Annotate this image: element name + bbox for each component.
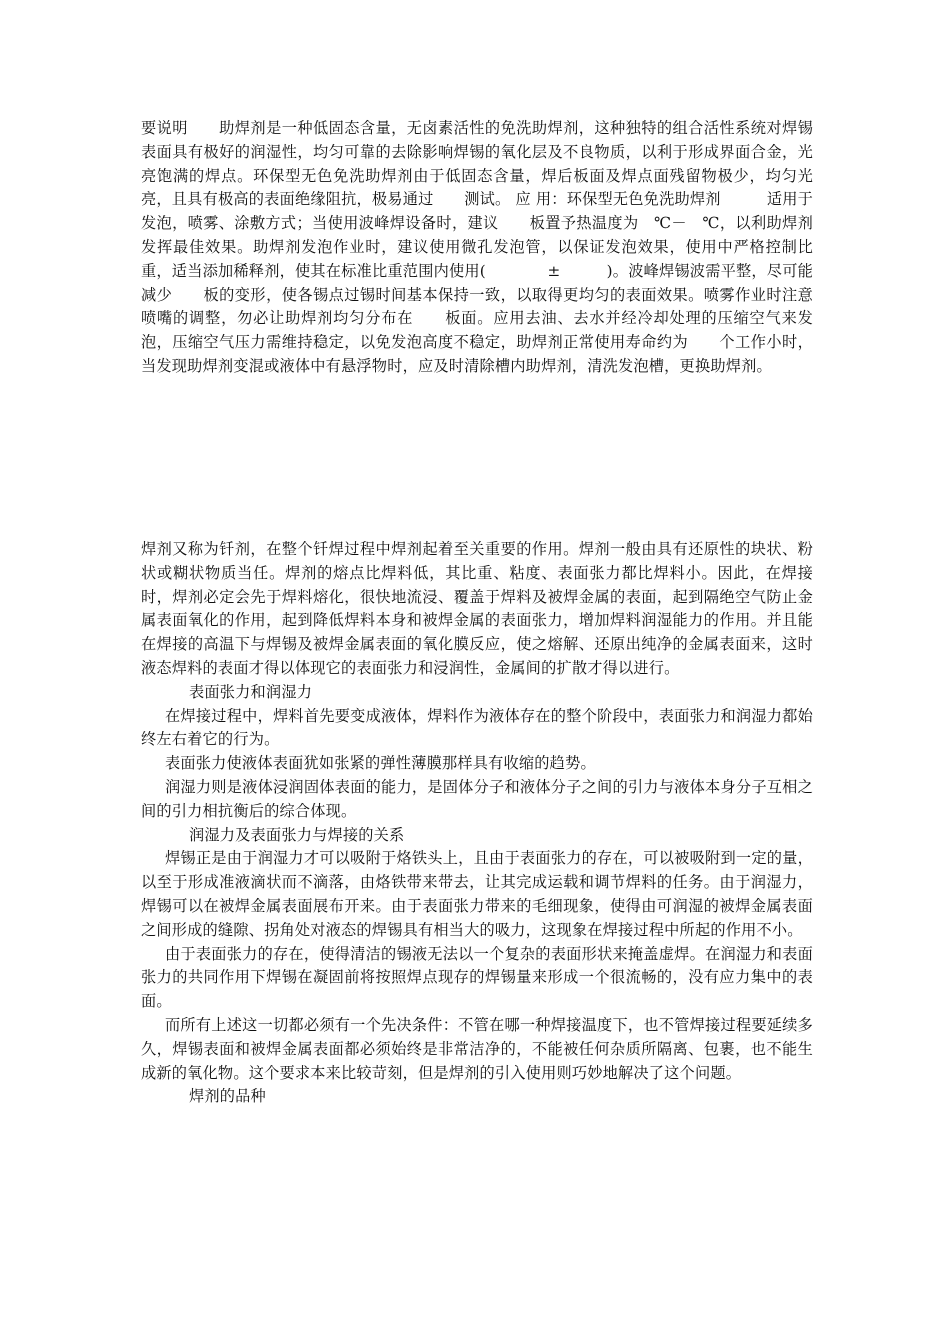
paragraph-false-soldering: 由于表面张力的存在，使得清洁的锡液无法以一个复杂的表面形状来掩盖虚焊。在润湿力和表面张力的共同作用下焊锡在凝固前将按照焊点现存的焊锡量来形成一个很流畅的，没有应力集中的表面。: [141, 944, 813, 1011]
flux-description-paragraph: 要说明 助焊剂是一种低固态含量，无卤素活性的免洗助焊剂，这种独特的组合活性系统对焊锡表面具有极好的润湿性，均匀可靠的去除影响焊锡的氧化层及不良物质，以利于形成界面合金，光亮饱满的焊点。环保型无色免洗助焊剂由于低固态含量，焊后板面及焊点面残留物极少，均匀光亮，且具有极高的表面绝缘阻抗，极易通过 测试。 应 用：环保型无色免洗助焊剂 适用于发泡，喷雾、涂敷方式；当使用波峰焊设备时，建议 板置予热温度为 ℃－ ℃，以利助焊剂发挥最佳效果。助焊剂发泡作业时，建议使用微孔发泡管，以保证发泡效果，使用中严格控制比重，适当添加稀释剂，使其在标准比重范围内使用( ± )。波峰焊锡波需平整，尽可能减少 板的变形，使各锡点过锡时间基本保持一致，以取得更均匀的表面效果。喷雾作业时注意喷嘴的调整，勿必让助焊剂均匀分布在 板面。应用去油、去水并经冷却处理的压缩空气来发泡，压缩空气压力需维持稳定，以免发泡高度不稳定，助焊剂正常使用寿命约为 个工作小时，当发现助焊剂变混或液体中有悬浮物时，应及时清除槽内助焊剂，清洗发泡槽，更换助焊剂。: [141, 119, 813, 375]
paragraph-solder-adsorption: 焊锡正是由于润湿力才可以吸附于烙铁头上，且由于表面张力的存在，可以被吸附到一定的量，以至于形成准液滴状而不滴落，由烙铁带来带去，让其完成运载和调节焊料的任务。由于润湿力，焊锡可以在被焊金属表面展布开来。由于表面张力带来的毛细现象，使得由可润湿的被焊金属表面之间形成的缝隙、拐角处对液态的焊锡具有相当大的吸力，这现象在焊接过程中所起的作用不小。: [141, 849, 813, 939]
flux-overview-section: [141, 538, 813, 1109]
flux-description-section: [141, 117, 813, 379]
heading-relation-to-welding: 润湿力及表面张力与焊接的关系: [189, 825, 405, 844]
heading-surface-tension-wetting: 表面张力和润湿力: [189, 682, 313, 701]
paragraph-surface-tension: 表面张力使液体表面犹如张紧的弹性薄膜那样具有收缩的趋势。: [165, 754, 596, 773]
paragraph-wetting-force: 润湿力则是液体浸润固体表面的能力，是固体分子和液体分子之间的引力与液体本身分子互相之间的引力相抗衡后的综合体现。: [141, 777, 813, 820]
flux-intro-paragraph: 焊剂又称为钎剂，在整个钎焊过程中焊剂起着至关重要的作用。焊剂一般由具有还原性的块状、粉状或糊状物质当任。焊剂的熔点比焊料低，其比重、粘度、表面张力都比焊料小。因此，在焊接时，焊剂必定会先于焊料熔化，很快地流浸、覆盖于焊料及被焊金属的表面，起到隔绝空气防止金属表面氧化的作用，起到降低焊料本身和被焊金属的表面张力，增加焊料润湿能力的作用。并且能在焊接的高温下与焊锡及被焊金属表面的氧化膜反应，使之熔解、还原出纯净的金属表面来，这时液态焊料的表面才得以体现它的表面张力和浸润性，金属间的扩散才得以进行。: [141, 540, 813, 677]
heading-flux-types: 焊剂的品种: [189, 1087, 266, 1106]
paragraph-precondition: 而所有上述这一切都必须有一个先决条件：不管在哪一种焊接温度下，也不管焊接过程要延续多久，焊锡表面和被焊金属表面都必须始终是非常洁净的，不能被任何杂质所隔离、包裹，也不能生成新的氧化物。这个要求本来比较苛刻，但是焊剂的引入使用则巧妙地解决了这个问题。: [141, 1015, 813, 1082]
paragraph-welding-process: 在焊接过程中，焊料首先要变成液体，焊料作为液体存在的整个阶段中，表面张力和润湿力都始终左右着它的行为。: [141, 706, 813, 749]
